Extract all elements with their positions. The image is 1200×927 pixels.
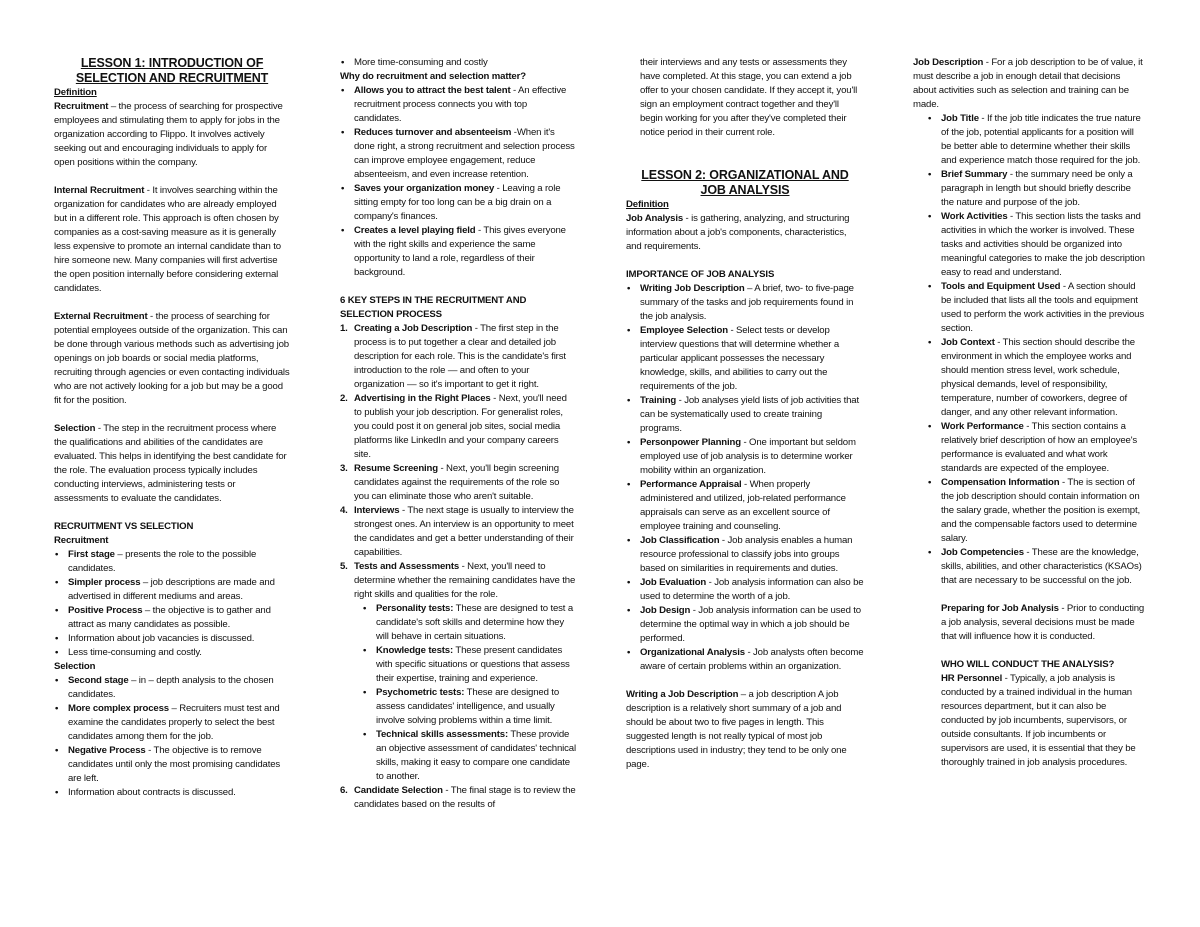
job-analysis-definition (626, 212, 864, 254)
text: - Job analysis information can be used to determine the optimal way in which a job should be performed. (640, 605, 861, 644)
term: Advertising in the Right Places (354, 393, 491, 404)
term: Tests and Assessments (354, 561, 460, 572)
step-number: 5. (340, 561, 348, 572)
step-number: 2. (340, 393, 348, 404)
step-number: 4. (340, 505, 348, 516)
lesson-1-title-line-1: LESSON 1: INTRODUCTION OF (80, 56, 264, 70)
term: Resume Screening (354, 463, 438, 474)
importance-heading: IMPORTANCE OF JOB ANALYSIS (626, 269, 775, 280)
text: - Job analyses yield lists of job activities that can be systematically used to create training programs. (640, 395, 859, 434)
list-item (927, 168, 1145, 210)
term: Technical skills assessments: (376, 729, 508, 740)
lesson-2-title (626, 168, 864, 198)
term: Job Analysis (626, 213, 684, 224)
selection-definition (54, 422, 290, 506)
text: – the objective is to gather and attract as many candidates as possible. (68, 605, 271, 630)
term: Allows you to attract the best talent (354, 85, 511, 96)
list-item (927, 546, 1145, 588)
term: Training (640, 395, 677, 406)
term: Candidate Selection (354, 785, 443, 796)
column-4 (913, 56, 1145, 770)
text: - Typically, a job analysis is conducted by a trained individual in the human resources department, but it can also be conducted by job incumbents, supervisors, or outside consultants. If job incumbents or supervisors are used, it is essential that they be thoroughly trained in job analysis procedures. (941, 673, 1136, 768)
text: - The first step in the process is to put together a clear and detailed job description for each role. This is the candidate's first introduction to the role — and often to your organization — so it's important to get it right. (354, 323, 566, 390)
term: Psychometric tests: (376, 687, 465, 698)
step-item (340, 560, 576, 784)
term: Reduces turnover and absenteeism (354, 127, 512, 138)
text: - For a job description to be of value, it must describe a job in enough detail that decisions about activities such as selection and training can be made. (913, 57, 1143, 110)
term: Brief Summary (941, 169, 1008, 180)
list-item (362, 644, 576, 686)
step-number: 6. (340, 785, 348, 796)
term: Performance Appraisal (640, 479, 742, 490)
text: Information about contracts is discussed. (68, 787, 236, 798)
recruitment-subheading: Recruitment (54, 535, 109, 546)
text: – a job description A job description is a relatively short summary of a job and should be about two to five pages in length. This suggested length is not really typical of most job descriptions used in industry; they tend to be only one page. (626, 689, 847, 770)
term: Employee Selection (640, 325, 728, 336)
list-item (54, 744, 290, 786)
text: - the summary need be only a paragraph in length but should briefly describe the nature and purpose of the job. (941, 169, 1133, 208)
list-item (54, 632, 290, 646)
lesson-1-title (54, 56, 290, 86)
why-heading: Why do recruitment and selection matter? (340, 71, 526, 82)
list-item (927, 476, 1145, 546)
text: – A brief, two- to five-page summary of the tasks and job requirements found in the job analysis. (640, 283, 854, 322)
step-item (340, 322, 576, 392)
term: Saves your organization money (354, 183, 495, 194)
text: - This section lists the tasks and activities in which the worker is involved. These tasks and activities should be organized into meaningful categories to make the job description easy to read and understand. (941, 211, 1145, 278)
step-number: 1. (340, 323, 348, 334)
list-item (340, 56, 576, 70)
term: Job Evaluation (640, 577, 707, 588)
text: - One important but seldom employed use of job analysis is to determine worker mobility within an organization. (640, 437, 856, 476)
recruitment-vs-selection-heading: RECRUITMENT VS SELECTION (54, 521, 194, 532)
selection-list (54, 674, 290, 800)
job-description-definition (913, 56, 1145, 112)
text: - This gives everyone with the right skills and experience the same opportunity to land a role, regardless of their background. (354, 225, 566, 278)
preparing-job-analysis (941, 602, 1145, 644)
term: Writing Job Description (640, 283, 745, 294)
term: Simpler process (68, 577, 141, 588)
tests-list (362, 602, 576, 784)
list-item (927, 336, 1145, 420)
text: - Next, you'll need to determine whether the remaining candidates have the right skills and qualities for the role. (354, 561, 576, 600)
term: Creates a level playing field (354, 225, 476, 236)
term: Interviews (354, 505, 400, 516)
term: HR Personnel (941, 673, 1003, 684)
term: Work Performance (941, 421, 1024, 432)
list-item (54, 646, 290, 660)
term: Work Activities (941, 211, 1008, 222)
term: Job Design (640, 605, 691, 616)
list-item (362, 686, 576, 728)
text: – job descriptions are made and advertised in different mediums and areas. (68, 577, 275, 602)
term: Preparing for Job Analysis (941, 603, 1059, 614)
definition-label: Definition (626, 199, 669, 210)
text: - Prior to conducting a job analysis, several decisions must be made that will influence how it is conducted. (941, 603, 1145, 642)
text: These present candidates with specific situations or questions that assess their expertise, training and experience. (376, 645, 570, 684)
external-recruitment-definition (54, 310, 290, 408)
definition-label: Definition (54, 87, 97, 98)
text: - The objective is to remove candidates until only the most promising candidates are left. (68, 745, 281, 784)
internal-recruitment-definition (54, 184, 290, 296)
continued-list (340, 56, 576, 70)
text: - The next stage is usually to interview the strongest ones. An interview is an opportunity to meet the candidates and get a better understanding of their capabilities. (354, 505, 574, 558)
text: - The step in the recruitment process where the qualifications and abilities of the candidates are evaluated. This helps in identifying the best candidate for the role. The evaluation process typically includes conducting interviews, administering tests or assessments to evaluate the candidates. (54, 423, 287, 504)
list-item (927, 112, 1145, 168)
term: Job Competencies (941, 547, 1024, 558)
column-1 (54, 56, 290, 800)
text: - Select tests or develop interview questions that will determine whether a particular applicant possesses the necessary knowledge, skills, and abilities to carry out the requirements of the job. (640, 325, 840, 392)
term: Selection (54, 423, 96, 434)
term: Internal Recruitment (54, 185, 145, 196)
step-item (340, 504, 576, 560)
list-item (626, 436, 864, 478)
text: - If the job title indicates the true nature of the job, potential applicants for a position will be better able to determine whether their skills and experience match those required for the job. (941, 113, 1141, 166)
job-description-list (927, 112, 1145, 588)
list-item (340, 182, 576, 224)
list-item (626, 604, 864, 646)
term: Job Context (941, 337, 995, 348)
term: Compensation Information (941, 477, 1060, 488)
list-item (626, 282, 864, 324)
text: Less time-consuming and costly. (68, 647, 202, 658)
term: More complex process (68, 703, 169, 714)
writing-job-description (626, 688, 864, 772)
term: First stage (68, 549, 115, 560)
list-item (626, 324, 864, 394)
term: Positive Process (68, 605, 143, 616)
steps-heading: 6 KEY STEPS IN THE RECRUITMENT AND SELECTION PROCESS (340, 295, 527, 320)
term: External Recruitment (54, 311, 148, 322)
step-6-continued: their interviews and any tests or assessments they have completed. At this stage, you can extend a job offer to your chosen candidate. If they accept it, you'll sign an employment contract together and they'll begin working for you after they've completed their notice period in their current role. (640, 57, 858, 138)
text: - The final stage is to review the candidates based on the results of (354, 785, 576, 810)
hr-personnel (941, 672, 1145, 770)
term: Tools and Equipment Used (941, 281, 1061, 292)
text: – presents the role to the possible candidates. (68, 549, 257, 574)
step-number: 3. (340, 463, 348, 474)
list-item (927, 280, 1145, 336)
text: - When properly administered and utilized, job-related performance appraisals can serve as an excellent source of employee training and counseling. (640, 479, 846, 532)
text: - It involves searching within the organization for candidates who are already employed but in a different role. This approach is often chosen by companies as a cost-saving measure as it is generally less expensive to promote an internal candidate than to hire someone new. Many companies will first advertise the open position internally before considering external candidates. (54, 185, 281, 294)
term: Job Classification (640, 535, 720, 546)
text: – Recruiters must test and examine the candidates properly to select the best candidates among them for the job. (68, 703, 280, 742)
text: - Next, you'll need to publish your job description. For generalist roles, you could post it on general job sites, social media platforms like LinkedIn and your company careers site. (354, 393, 567, 460)
term: Personality tests: (376, 603, 454, 614)
text: - These are the knowledge, skills, abilities, and other characteristics (KSAOs) that are necessary to be successful on the job. (941, 547, 1142, 586)
term: Knowledge tests: (376, 645, 454, 656)
list-item (626, 576, 864, 604)
list-item (626, 534, 864, 576)
steps-list (340, 322, 576, 812)
text: - The is section of the job description should contain information on the salary grade, whether the position is exempt, and the compensable factors used to determine salary. (941, 477, 1141, 544)
list-item (626, 394, 864, 436)
text: - is gathering, analyzing, and structuring information about a job's components, characteristics, and requirements. (626, 213, 850, 252)
term: Organizational Analysis (640, 647, 745, 658)
text: - Next, you'll begin screening candidates against the requirements of the role so you can eliminate those who aren't suitable. (354, 463, 560, 502)
list-item (362, 728, 576, 784)
list-item (54, 548, 290, 576)
importance-list (626, 282, 864, 674)
term: Personpower Planning (640, 437, 741, 448)
term: Job Title (941, 113, 979, 124)
text: -When it's done right, a strong recruitment and selection process can improve employee engagement, reduce absenteeism, and even increase retention. (354, 127, 575, 180)
text: These are designed to assess candidates' intelligence, and usually involve solving problems within a time limit. (376, 687, 560, 726)
recruitment-list (54, 548, 290, 660)
step-item (340, 784, 576, 812)
text: These are designed to test a candidate's soft skills and determine how they will behave in certain situations. (376, 603, 574, 642)
text: - Job analysts often become aware of certain problems within an organization. (640, 647, 864, 672)
text: - the process of searching for potential employees outside of the organization. This can be done through various methods such as advertising job openings on job boards or social media platforms, recruiting through agencies or even contacting individuals who are not actively looking for a job but may be a good fit for the position. (54, 311, 290, 406)
column-3 (626, 56, 864, 772)
text: These provide an objective assessment of candidates' technical skills, making it easy to compare one candidate to another. (376, 729, 576, 782)
list-item (626, 478, 864, 534)
text: - An effective recruitment process connects you with top candidates. (354, 85, 567, 124)
list-item (626, 646, 864, 674)
term: Negative Process (68, 745, 146, 756)
text: - Job analysis information can also be used to determine the worth of a job. (640, 577, 864, 602)
step-item (340, 392, 576, 462)
term: Second stage (68, 675, 129, 686)
lesson-2-title-line-2: JOB ANALYSIS (700, 183, 790, 197)
text: More time-consuming and costly (354, 57, 488, 68)
term: Recruitment (54, 101, 109, 112)
who-heading: WHO WILL CONDUCT THE ANALYSIS? (941, 659, 1115, 670)
column-2 (340, 56, 576, 812)
text: – in – depth analysis to the chosen candidates. (68, 675, 274, 700)
list-item (362, 602, 576, 644)
list-item (340, 224, 576, 280)
list-item (54, 576, 290, 604)
list-item (54, 604, 290, 632)
list-item (54, 786, 290, 800)
step-item (340, 462, 576, 504)
lesson-2-title-line-1: LESSON 2: ORGANIZATIONAL AND (641, 168, 849, 182)
selection-subheading: Selection (54, 661, 96, 672)
recruitment-definition (54, 100, 290, 170)
text: – the process of searching for prospective employees and stimulating them to apply for jobs in the organization according to Flippo. It involves actively seeking out and encouraging individuals to apply for open positions within the company. (54, 101, 283, 168)
list-item (340, 84, 576, 126)
why-list (340, 84, 576, 280)
term: Creating a Job Description (354, 323, 473, 334)
list-item (340, 126, 576, 182)
list-item (54, 674, 290, 702)
text: - This section contains a relatively brief description of how an employee's performance is evaluated and what work standards are expected of the employee. (941, 421, 1138, 474)
term: Job Description (913, 57, 984, 68)
text: - This section should describe the environment in which the employee works and should mention stress level, work schedule, physical demands, level of responsibility, temperature, number of coworkers, degree of danger, and any other relevant information. (941, 337, 1135, 418)
text: - A section should be included that lists all the tools and equipment used to perform the work activities in the previous section. (941, 281, 1144, 334)
term: Writing a Job Description (626, 689, 739, 700)
text: - Job analysis enables a human resource professional to classify jobs into groups based on similarities in requirements and duties. (640, 535, 853, 574)
text: Information about job vacancies is discussed. (68, 633, 255, 644)
lesson-1-title-line-2: SELECTION AND RECRUITMENT (75, 71, 269, 85)
list-item (54, 702, 290, 744)
text: - Leaving a role sitting empty for too long can be a big drain on a company's finances. (354, 183, 561, 222)
list-item (927, 210, 1145, 280)
list-item (927, 420, 1145, 476)
